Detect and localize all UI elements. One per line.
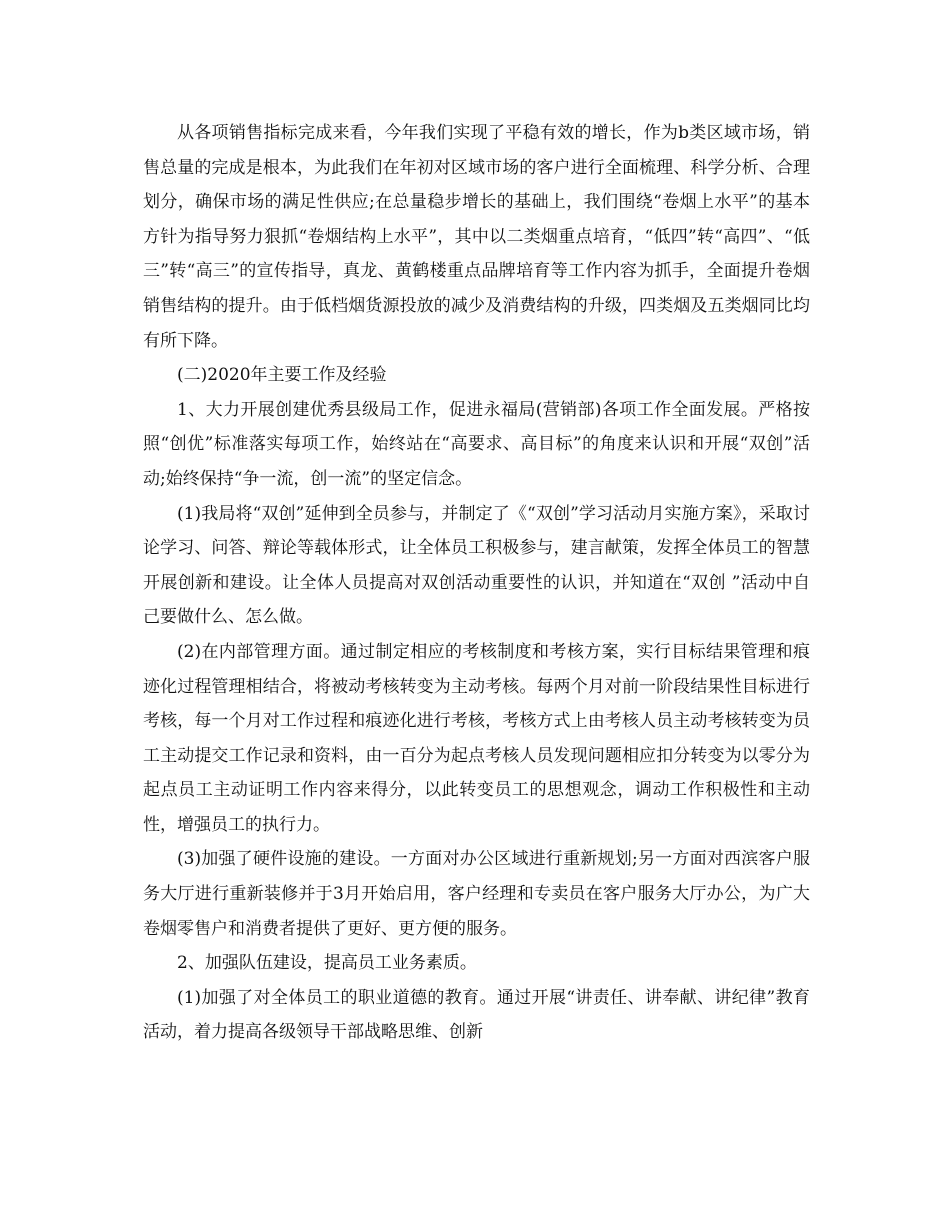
paragraph-item-2-1: (1)加强了对全体员工的职业道德的教育。通过开展“讲责任、讲奉献、讲纪律”教育活动，着力提高各级领导干部战略思维、创新 bbox=[143, 987, 810, 1043]
paragraph-item-1-2: (2)在内部管理方面。通过制定相应的考核制度和考核方案，实行目标结果管理和痕迹化过程管理相结合，将被动考核转变为主动考核。每两个月对前一阶段结果性目标进行考核，每一个月对工作过程和痕迹化进行考核，考核方式上由考核人员主动考核转变为员工主动提交工作记录和资料，由一百分为起点考核人员发现问题相应扣分转变为以零分为起点员工主动证明工作内容来得分，以此转变员工的思想观念，调动工作积极性和主动性，增强员工的执行力。 bbox=[143, 641, 810, 835]
section-heading-main-work: (二)2020年主要工作及经验 bbox=[177, 365, 387, 386]
paragraph-item-1: 1、大力开展创建优秀县级局工作，促进永福局(营销部)各项工作全面发展。严格按照“创优”标准落实每项工作，始终站在“高要求、高目标”的角度来认识和开展“双创”活动;始终保持“争一流，创一流”的坚定信念。 bbox=[143, 399, 810, 489]
paragraph-item-2: 2、加强队伍建设，提高员工业务素质。 bbox=[177, 953, 477, 974]
paragraph-item-1-3: (3)加强了硬件设施的建设。一方面对办公区域进行重新规划;另一方面对西滨客户服务大厅进行重新装修并于3月开始启用，客户经理和专卖员在客户服务大厅办公，为广大卷烟零售户和消费者提供了更好、更方便的服务。 bbox=[143, 849, 810, 939]
paragraph-item-1-1: (1)我局将“双创”延伸到全员参与，并制定了《“双创”学习活动月实施方案》，采取讨论学习、问答、辩论等载体形式，让全体员工积极参与，建言献策，发挥全体员工的智慧开展创新和建设。让全体人员提高对双创活动重要性的认识，并知道在“双创 ”活动中自己要做什么、怎么做。 bbox=[143, 503, 810, 628]
paragraph-sales-summary: 从各项销售指标完成来看，今年我们实现了平稳有效的增长，作为b类区域市场，销售总量的完成是根本，为此我们在年初对区域市场的客户进行全面梳理、科学分析、合理划分，确保市场的满足性供应;在总量稳步增长的基础上，我们围绕“卷烟上水平”的基本方针为指导努力狠抓“卷烟结构上水平”，其中以二类烟重点培育，“低四”转“高四”、“低三”转“高三”的宣传指导，真龙、黄鹤楼重点品牌培育等工作内容为抓手，全面提升卷烟销售结构的提升。由于低档烟货源投放的减少及消费结构的升级，四类烟及五类烟同比均有所下降。 bbox=[143, 123, 810, 351]
